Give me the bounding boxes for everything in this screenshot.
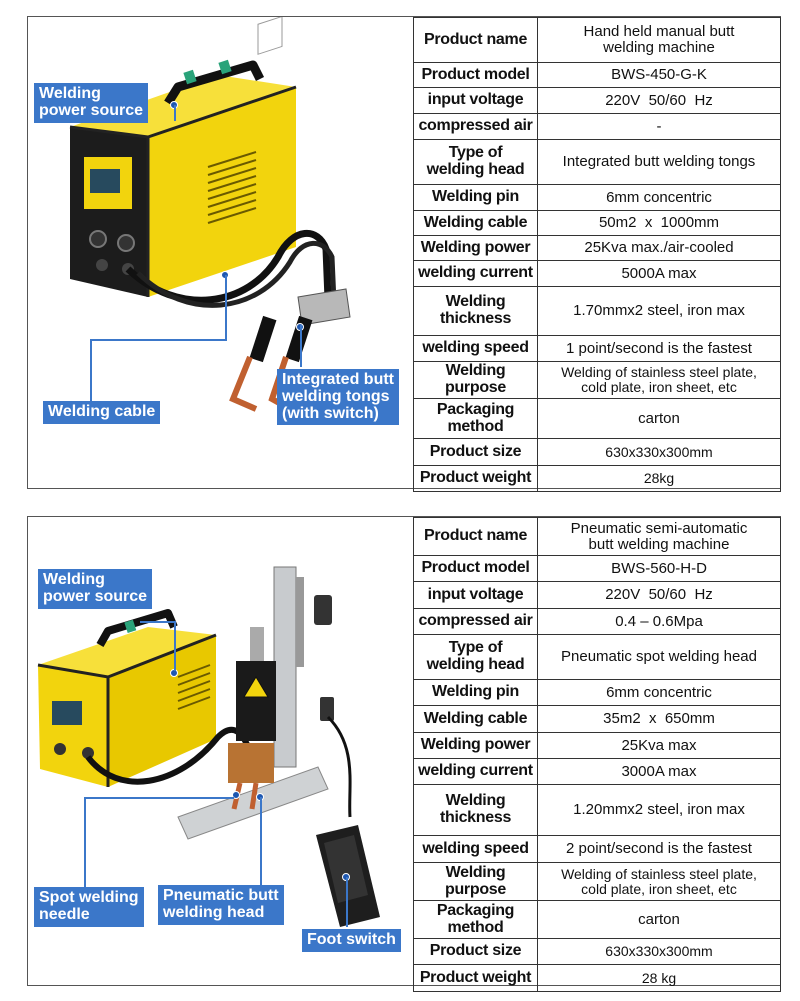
spec-label: Product name (414, 18, 538, 63)
table-row (414, 362, 781, 399)
spec-value: Welding of stainless steel plate, cold plate, iron sheet, etc (538, 863, 781, 901)
spec-label: Welding thickness (414, 287, 538, 336)
spec-value: Integrated butt welding tongs (538, 140, 781, 185)
vertical-column (274, 567, 296, 767)
spec-value: 35m2 x 650mm (538, 706, 781, 733)
spec-value: 1.70mmx2 steel, iron max (538, 287, 781, 336)
pneumatic-cylinder (236, 661, 276, 741)
spec-value: 220V 50/60 Hz (538, 88, 781, 114)
table-row (414, 939, 781, 965)
electrode-holder (228, 743, 274, 783)
spec-value: 2 point/second is the fastest (538, 836, 781, 863)
table-row (414, 63, 781, 88)
spec-value: carton (538, 901, 781, 939)
spec-table-pneumatic (413, 517, 781, 992)
spec-label: compressed air (414, 114, 538, 140)
spec-value: BWS-450-G-K (538, 63, 781, 88)
spec-value: 25Kva max./air-cooled (538, 236, 781, 261)
spec-label: Product size (414, 939, 538, 965)
spec-value: 28kg (538, 466, 781, 492)
spec-value: 3000A max (538, 759, 781, 785)
spec-value: 630x330x300mm (538, 939, 781, 965)
valve-icon (314, 595, 332, 625)
spec-value: Welding of stainless steel plate, cold plate, iron sheet, etc (538, 362, 781, 399)
table-row (414, 706, 781, 733)
table-row (414, 185, 781, 211)
spec-label: Welding pin (414, 680, 538, 706)
spec-label: Welding cable (414, 211, 538, 236)
table-row (414, 836, 781, 863)
spec-value: BWS-560-H-D (538, 556, 781, 582)
table-row (414, 635, 781, 680)
spec-label: Product weight (414, 466, 538, 492)
callout-pneumatic-butt-welding-head: Pneumatic butt welding head (158, 885, 284, 925)
spec-value: 220V 50/60 Hz (538, 582, 781, 609)
table-row (414, 18, 781, 63)
spec-value: 1.20mmx2 steel, iron max (538, 785, 781, 836)
spec-value: Pneumatic semi-automatic butt welding machine (538, 518, 781, 556)
spec-label: Packaging method (414, 901, 538, 939)
socket-icon (96, 259, 108, 271)
spec-label: input voltage (414, 582, 538, 609)
spec-value: 5000A max (538, 261, 781, 287)
spec-label: welding current (414, 261, 538, 287)
table-row (414, 785, 781, 836)
spec-label: Welding cable (414, 706, 538, 733)
adjust-knob (250, 627, 264, 661)
spec-value: Hand held manual butt welding machine (538, 18, 781, 63)
warning-label (258, 17, 282, 54)
spec-table-handheld (413, 17, 781, 492)
table-row (414, 236, 781, 261)
table-row (414, 759, 781, 785)
spec-label: welding speed (414, 836, 538, 863)
lcd-screen (52, 701, 82, 725)
electrode-tip-icon (233, 357, 256, 409)
table-row (414, 399, 781, 439)
spec-label: Product name (414, 518, 538, 556)
machine-front-panel (70, 127, 148, 297)
spec-label: Welding power (414, 236, 538, 261)
table-row (414, 114, 781, 140)
table-row (414, 680, 781, 706)
callout-welding-power-source: Welding power source (34, 83, 148, 123)
spec-label: welding speed (414, 336, 538, 362)
product-photo-handheld (28, 17, 412, 488)
table-row (414, 140, 781, 185)
callout-spot-welding-needle: Spot welding needle (34, 887, 144, 927)
spec-label: Product model (414, 556, 538, 582)
spec-value: 6mm concentric (538, 680, 781, 706)
spec-value: Pneumatic spot welding head (538, 635, 781, 680)
knob-icon (54, 743, 66, 755)
callout-foot-switch: Foot switch (302, 929, 401, 952)
table-row (414, 518, 781, 556)
table-row (414, 863, 781, 901)
spec-label: Type of welding head (414, 140, 538, 185)
table-row (414, 965, 781, 992)
table-row (414, 733, 781, 759)
table-row (414, 261, 781, 287)
spec-label: Packaging method (414, 399, 538, 439)
tongs-arm-icon (250, 316, 277, 362)
spec-label: Welding thickness (414, 785, 538, 836)
callout-welding-power-source-2: Welding power source (38, 569, 152, 609)
spec-value: 1 point/second is the fastest (538, 336, 781, 362)
product-photo-pneumatic (28, 517, 412, 985)
spec-label: Welding purpose (414, 362, 538, 399)
lcd-screen (90, 169, 120, 193)
table-row (414, 88, 781, 114)
spec-label: Type of welding head (414, 635, 538, 680)
spec-value: carton (538, 399, 781, 439)
spec-label: Product weight (414, 965, 538, 992)
table-row (414, 211, 781, 236)
table-row (414, 439, 781, 466)
table-row (414, 901, 781, 939)
table-row (414, 336, 781, 362)
table-row (414, 609, 781, 635)
product-panel-pneumatic (27, 516, 781, 986)
table-row (414, 287, 781, 336)
spec-value: 6mm concentric (538, 185, 781, 211)
spec-label: Welding purpose (414, 863, 538, 901)
spec-value: 0.4 – 0.6Mpa (538, 609, 781, 635)
spec-label: Welding pin (414, 185, 538, 211)
callout-welding-cable: Welding cable (43, 401, 160, 424)
spec-value: - (538, 114, 781, 140)
spec-value: 25Kva max (538, 733, 781, 759)
product-panel-handheld (27, 16, 781, 489)
spec-value: 50m2 x 1000mm (538, 211, 781, 236)
spec-value: 630x330x300mm (538, 439, 781, 466)
spec-label: Product size (414, 439, 538, 466)
spec-label: input voltage (414, 88, 538, 114)
knob-icon (118, 235, 134, 251)
table-row (414, 582, 781, 609)
spec-value: 28 kg (538, 965, 781, 992)
spec-label: compressed air (414, 609, 538, 635)
spec-label: welding current (414, 759, 538, 785)
table-row (414, 556, 781, 582)
spec-label: Welding power (414, 733, 538, 759)
callout-butt-welding-tongs: Integrated butt welding tongs (with switch) (277, 369, 399, 425)
spec-label: Product model (414, 63, 538, 88)
knob-icon (90, 231, 106, 247)
table-row (414, 466, 781, 492)
